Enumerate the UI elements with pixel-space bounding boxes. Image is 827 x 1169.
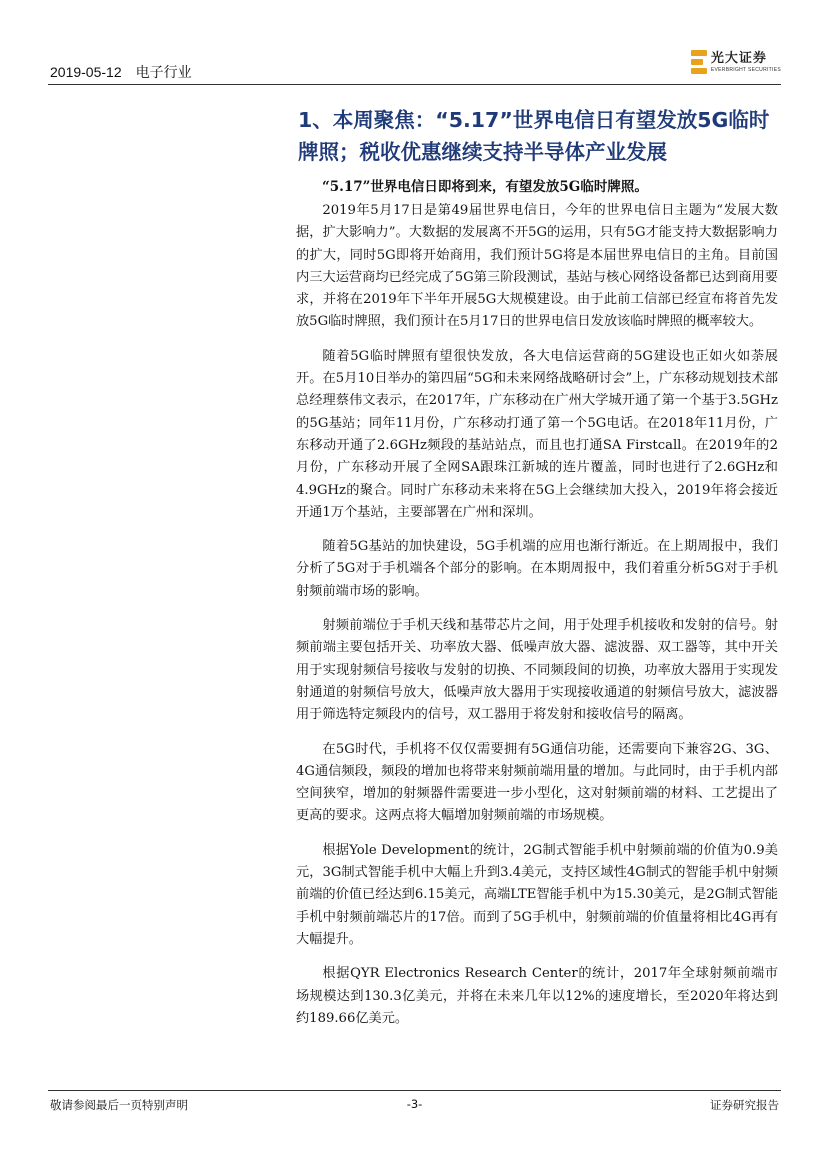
page-header [48,44,781,84]
paragraph: 随着5G基站的加快建设，5G手机端的应用也渐行渐近。在上期周报中，我们分析了5G对于手机端各个部分的影响。在本期周报中，我们着重分析5G对于手机射频前端市场的影响。 [296,539,778,599]
page-footer [48,1090,781,1113]
body-text [296,200,778,1042]
logo-text-en: EVERBRIGHT SECURITIES [710,66,781,73]
paragraph: 2019年5月17日是第49届世界电信日，今年的世界电信日主题为“发展大数据，扩大影响力”。大数据的发展离不开5G的运用，只有5G才能支持大数据影响力的扩大，同时5G即将开始商用，我们预计5G将是本届世界电信日的主角。目前国内三大运营商均已经完成了5G第三阶段测试，基站与核心网络设备都已达到商用要求，并将在2019年下半年开展5G大规模建设。由于此前工信部已经宣布将首先发放5G临时牌照，我们预计在5月17日的世界电信日发放该临时牌照的概率较大。 [296,203,778,330]
logo-text-cn: 光大证券 [710,50,767,66]
report-date: 2019-05-12 [50,64,122,80]
header-text [50,62,192,82]
report-type: 证券研究报告 [710,1098,779,1112]
section-subheading: “5.17”世界电信日即将到来，有望发放5G临时牌照。 [322,179,648,195]
page-number: -3- [406,1097,423,1111]
paragraph: 在5G时代，手机将不仅仅需要拥有5G通信功能，还需要向下兼容2G、3G、4G通信频段，频段的增加也将带来射频前端用量的增加。与此同时，由于手机内部空间狭窄，增加的射频器件需要进一步小型化，这对射频前端的材料、工艺提出了更高的要求。这两点将大幅增加射频前端的市场规模。 [296,741,778,824]
footer-divider [48,1090,781,1091]
industry-label: 电子行业 [135,64,192,80]
paragraph: 根据QYR Electronics Research Center的统计，2017年全球射频前端市场规模达到130.3亿美元，并将在未来几年以12%的速度增长，至2020年将达到约189.66亿美元。 [296,966,778,1026]
company-logo [691,50,781,74]
header-divider [48,84,781,85]
logo-mark-icon [691,50,707,74]
paragraph: 根据Yole Development的统计，2G制式智能手机中射频前端的价值为0.9美元，3G制式智能手机中大幅上升到3.4美元，支持区域性4G制式的智能手机中射频前端的价值已经达到6.15美元，高端LTE智能手机中为15.30美元，是2G制式智能手机中射频前端芯片的17倍。而到了5G手机中，射频前端的价值量将相比4G再有大幅提升。 [296,842,778,947]
disclaimer-note: 敬请参阅最后一页特别声明 [50,1098,188,1112]
paragraph: 射频前端位于手机天线和基带芯片之间，用于处理手机接收和发射的信号。射频前端主要包括开关、功率放大器、低噪声放大器、滤波器、双工器等，其中开关用于实现射频信号接收与发射的切换、不同频段间的切换，功率放大器用于实现发射通道的射频信号放大，低噪声放大器用于实现接收通道的射频信号放大，滤波器用于筛选特定频段内的信号，双工器用于将发射和接收信号的隔离。 [296,618,778,723]
section-title: 1、本周聚焦：“5.17”世界电信日有望发放5G临时牌照；税收优惠继续支持半导体产业发展 [298,108,770,164]
paragraph: 随着5G临时牌照有望很快发放，各大电信运营商的5G建设也正如火如荼展开。在5月10日举办的第四届“5G和未来网络战略研讨会”上，广东移动规划技术部总经理蔡伟文表示，在2017年，广东移动在广州大学城开通了第一个基于3.5GHz的5G基站；同年11月份，广东移动打通了第一个5G电话。在2018年11月份，广东移动开通了2.6GHz频段的基站站点，而且也打通SA Firstcall。在2019年的2月份，广东移动开展了全网SA跟珠江新城的连片覆盖，同时也进行了2.6GHz和4.9GHz的聚合。同时广东移动未来将在5G上会继续加大投入，2019年将会接近开通1万个基站，主要部署在广州和深圳。 [296,348,778,520]
